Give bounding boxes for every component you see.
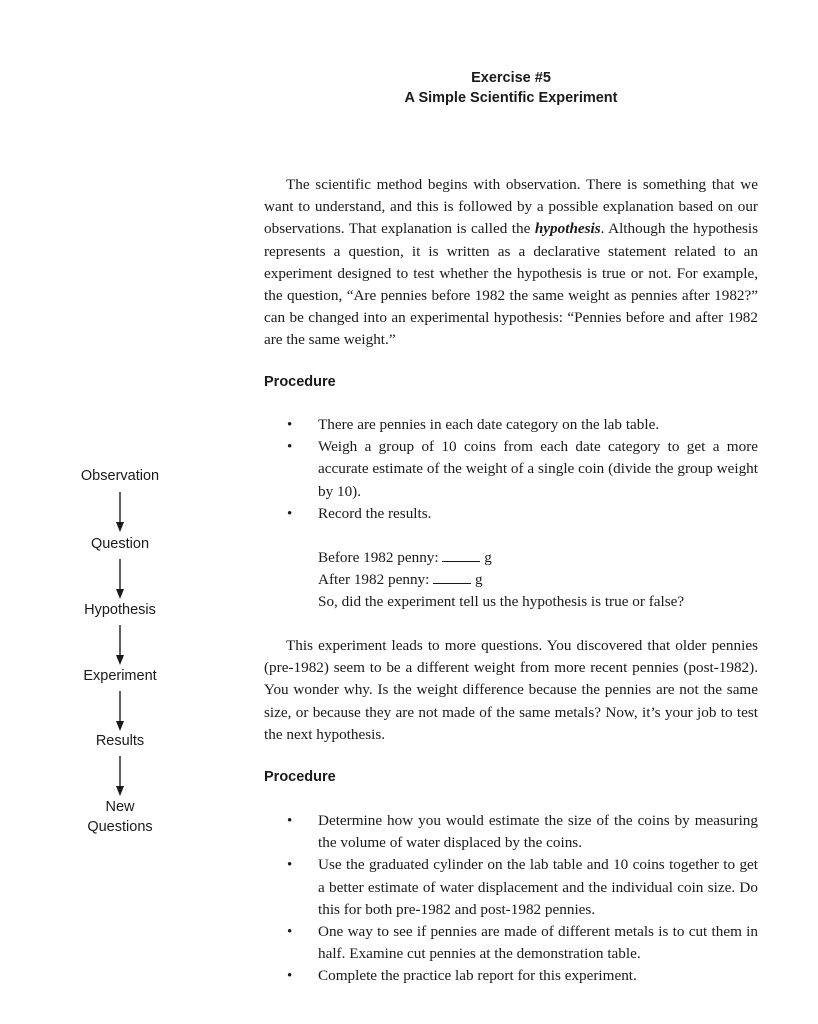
before-1982-blank <box>442 549 480 562</box>
flow-step-new: New <box>105 799 135 815</box>
down-arrow-icon <box>114 559 126 599</box>
hypothesis-term: hypothesis <box>534 220 601 238</box>
exercise-number: Exercise #5 <box>471 70 551 86</box>
procedure-list-2 <box>264 810 758 988</box>
list-item: • Determine how you would estimate the size of the coins by measuring the volume of water displaced by the coins. <box>264 810 758 854</box>
before-1982-label: Before 1982 penny: <box>318 549 439 566</box>
page-title: A Simple Scientific Experiment <box>404 90 618 106</box>
procedure-heading-1: Procedure <box>264 374 336 390</box>
list-item: • Use the graduated cylinder on the lab table and 10 coins together to get a better estimate of water displacement and the individual coin size. Do this for both pre-1982 and post-1982 pennies. <box>264 854 758 921</box>
intro-paragraph <box>264 174 758 352</box>
title-block <box>0 68 818 108</box>
list-item: • There are pennies in each date category on the lab table. <box>264 414 758 436</box>
down-arrow-icon <box>114 756 126 796</box>
flow-step-hypothesis: Hypothesis <box>84 602 156 618</box>
flow-step-questions: Questions <box>87 819 153 835</box>
before-1982-unit: g <box>484 549 492 566</box>
intro-text-after: . Although the hypothesis represents a question, it is written as a declarative statement related to an experiment designed to test whether the hypothesis is true or not. For example, the question, “Are pennies before 1982 the same weight as pennies after 1982?” can be changed into an experimental hypothesis: “Pennies before and after 1982 are the same weight.” <box>264 220 758 349</box>
flow-step-results: Results <box>95 733 145 749</box>
down-arrow-icon <box>114 691 126 731</box>
list-item: • One way to see if pennies are made of different metals is to cut them in half. Examine cut pennies at the demonstration table. <box>264 921 758 965</box>
procedure-list-1 <box>264 414 758 525</box>
list-item: • Complete the practice lab report for this experiment. <box>264 965 758 987</box>
list-item: • Record the results. <box>264 503 758 525</box>
after-1982-row <box>318 569 758 591</box>
before-1982-row <box>318 547 758 569</box>
procedure-heading-2: Procedure <box>264 769 336 785</box>
hypothesis-question: So, did the experiment tell us the hypothesis is true or false? <box>318 593 685 611</box>
flow-step-observation: Observation <box>80 468 160 484</box>
down-arrow-icon <box>114 492 126 532</box>
after-1982-label: After 1982 penny: <box>318 571 430 589</box>
flow-step-question: Question <box>90 536 150 552</box>
followup-paragraph: This experiment leads to more questions. You discovered that older pennies (pre-1982) seem to be a different weight from more recent pennies (post-1982). You wonder why. Is the weight difference because the pennies are not the same size, or because they are not made of the same metals? Now, it’s your job to test the next hypothesis. <box>264 637 758 743</box>
intro-text-before: The scientific method begins with observation. There is something that we want to understand, and this is followed by a possible explanation based on our observations. That explanation is called the <box>264 176 758 238</box>
results-fill-in <box>318 547 758 614</box>
flow-step-experiment: Experiment <box>83 668 157 684</box>
list-item: • Weigh a group of 10 coins from each date category to get a more accurate estimate of the weight of a single coin (divide the group weight by 10). <box>264 436 758 503</box>
down-arrow-icon <box>114 625 126 665</box>
after-1982-blank <box>433 571 471 584</box>
after-1982-unit: g <box>474 571 483 589</box>
